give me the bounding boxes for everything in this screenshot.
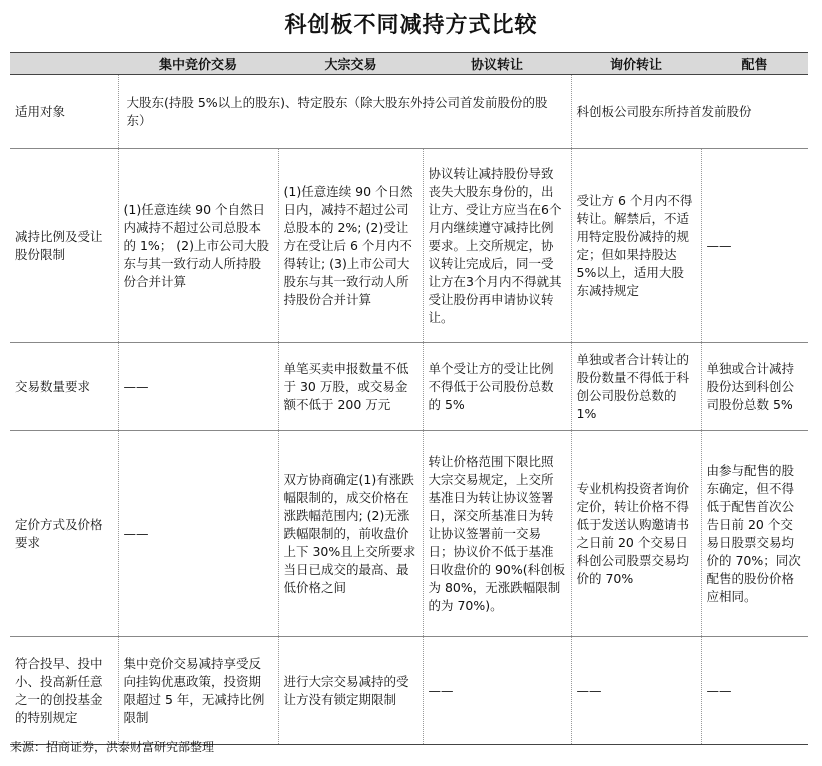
cell-agreement-transfer: —— [423, 637, 571, 745]
cell-block-trade: (1)任意连续 90 个日然日内，减持不超过公司总股本的 2%; (2)受让方在受让后 6 个月内不得转让; (3)上市公司大股东与其一致行动人所持股份合并计算 [278, 149, 423, 343]
header-row [10, 53, 808, 75]
row-label: 符合投早、投中小、投高新任意之一的创投基金的特别规定 [10, 637, 118, 745]
table-row [10, 343, 808, 431]
row-label: 交易数量要求 [10, 343, 118, 431]
row-label: 减持比例及受让股份限制 [10, 149, 118, 343]
cell-block-trade: 单笔买卖申报数量不低于 30 万股，或交易金额不低于 200 万元 [278, 343, 423, 431]
cell-auction: —— [118, 343, 278, 431]
cell-auction: (1)任意连续 90 个自然日内减持不超过公司总股本的 1%； (2)上市公司大股东与其一致行动人所持股份合并计算 [118, 149, 278, 343]
cell-inquiry: 受让方 6 个月内不得转让。解禁后，不适用特定股份减持的规定；但如果持股达 5%以上，适用大股东减持规定 [571, 149, 701, 343]
cell-placement: —— [701, 637, 808, 745]
header-block-trade: 大宗交易 [278, 53, 423, 75]
header-placement: 配售 [701, 53, 808, 75]
cell-placement: 由参与配售的股东确定，但不得低于配售首次公告日前 20 个交易日股票交易均价的 70%；同次配售的股份价格应相同。 [701, 431, 808, 637]
page-title: 科创板不同减持方式比较 [284, 13, 538, 38]
header-agreement-transfer: 协议转让 [423, 53, 571, 75]
cell-agreement-transfer: 单个受让方的受让比例不得低于公司股份总数的 5% [423, 343, 571, 431]
cell-inquiry: 科创板公司股东所持首发前股份 [571, 75, 808, 149]
row-label: 适用对象 [10, 75, 118, 149]
cell-block-trade: 进行大宗交易减持的受让方没有锁定期限制 [278, 637, 423, 745]
header-cell-empty [10, 53, 118, 75]
cell-agreement-transfer: 转让价格范围下限比照大宗交易规定，上交所基准日为转让协议签署日，深交所基准日为转让协议签署前一交易日；协议价不低于基准日收盘价的 90%(科创板为 80%，无涨跌幅限制的为 70%)。 [423, 431, 571, 637]
cell-placement: 单独或合计减持股份达到科创公司股份总数 5% [701, 343, 808, 431]
table-row [10, 637, 808, 745]
table-row [10, 149, 808, 343]
cell-inquiry: 专业机构投资者询价定价，转让价格不得低于发送认购邀请书之日前 20 个交易日科创公司股票交易均价的 70% [571, 431, 701, 637]
cell-auction: 集中竞价交易减持享受反向挂钩优惠政策，投资期限超过 5 年，无减持比例限制 [118, 637, 278, 745]
table-row [10, 75, 808, 149]
cell-block-trade: 双方协商确定(1)有涨跌幅限制的，成交价格在涨跌幅范围内; (2)无涨跌幅限制的，前收盘价上下 30%且上交所要求当日已成交的最高、最低价格之间 [278, 431, 423, 637]
comparison-table [10, 52, 808, 745]
header-inquiry-transfer: 询价转让 [571, 53, 701, 75]
cell-inquiry: 单独或者合计转让的股份数量不得低于科创公司股份总数的 1% [571, 343, 701, 431]
cell-agreement-transfer: 协议转让减持股份导致丧失大股东身份的，出让方、受让方应当在6个月内继续遵守减持比例要求。上交所规定，协议转让完成后，同一受让方在3个月内不得就其受让股份再申请协议转让。 [423, 149, 571, 343]
table-row [10, 431, 808, 637]
source-note: 来源：招商证券，洪泰财富研究部整理 [10, 740, 215, 754]
cell-applicable-parties: 大股东(持股 5%以上的股东)、特定股东（除大股东外持公司首发前股份的股东） [118, 75, 571, 149]
cell-placement: —— [701, 149, 808, 343]
row-label: 定价方式及价格要求 [10, 431, 118, 637]
header-auction: 集中竞价交易 [118, 53, 278, 75]
cell-inquiry: —— [571, 637, 701, 745]
cell-auction: —— [118, 431, 278, 637]
